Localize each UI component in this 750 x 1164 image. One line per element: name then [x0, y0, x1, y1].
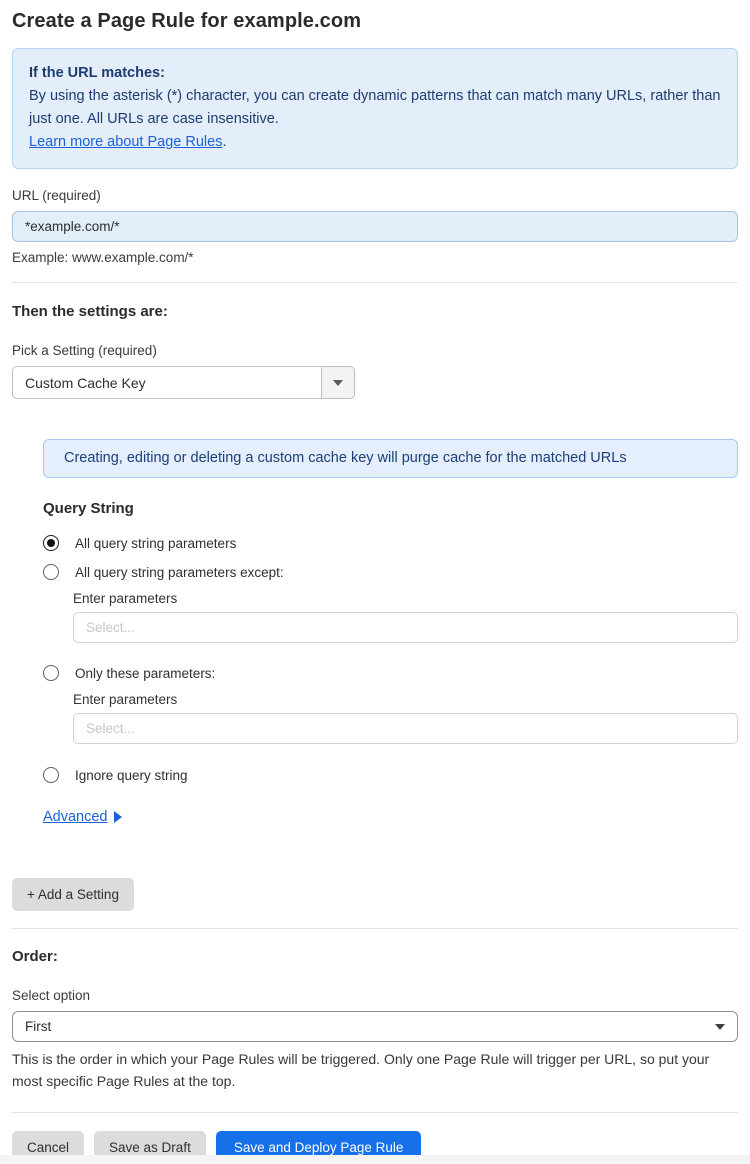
radio-button-icon[interactable]: [43, 564, 59, 580]
pick-setting-select[interactable]: [12, 366, 355, 399]
settings-heading: Then the settings are:: [12, 303, 168, 320]
order-selected-value: First: [25, 1019, 52, 1034]
save-as-draft-button[interactable]: Save as Draft: [94, 1131, 206, 1164]
divider: [12, 928, 738, 929]
page-background-strip: [0, 1155, 750, 1164]
learn-more-link[interactable]: Learn more about Page Rules: [29, 134, 223, 150]
info-box-link-row: [29, 131, 721, 154]
divider: [12, 282, 738, 283]
advanced-toggle[interactable]: [43, 809, 122, 825]
url-field-label: URL (required): [12, 188, 101, 203]
chevron-down-icon: [715, 1024, 725, 1030]
radio-label: Only these parameters:: [75, 665, 216, 681]
save-and-deploy-button[interactable]: Save and Deploy Page Rule: [216, 1131, 422, 1164]
radio-label: All query string parameters: [75, 535, 237, 551]
radio-ignore-query-string[interactable]: [43, 767, 738, 783]
chevron-right-icon: [114, 811, 122, 823]
enter-parameters-label: Enter parameters: [73, 591, 178, 606]
cancel-button[interactable]: Cancel: [12, 1131, 84, 1164]
order-heading: Order:: [12, 948, 58, 965]
except-params-field: [73, 591, 738, 643]
order-helper-text: This is the order in which your Page Rules will be triggered. Only one Page Rule will trigger per URL, so put your most specific Page Rules at the top.: [12, 1051, 710, 1089]
order-select[interactable]: [12, 1011, 738, 1042]
radio-label: All query string parameters except:: [75, 564, 284, 580]
pick-setting-label: Pick a Setting (required): [12, 343, 157, 358]
chevron-down-icon: [333, 380, 343, 386]
pick-setting-dropdown-button[interactable]: [321, 367, 354, 398]
link-suffix: .: [222, 134, 227, 150]
page-title: Create a Page Rule for example.com: [12, 10, 362, 32]
advanced-link[interactable]: Advanced: [43, 809, 108, 825]
query-string-heading: Query String: [43, 500, 134, 517]
radio-all-params-except[interactable]: [43, 564, 738, 580]
purge-cache-notice: Creating, editing or deleting a custom cache key will purge cache for the matched URLs: [43, 439, 738, 478]
info-box-heading: If the URL matches:: [29, 65, 165, 81]
pick-setting-selected-value: Custom Cache Key: [25, 374, 146, 391]
radio-button-icon[interactable]: [43, 665, 59, 681]
url-input[interactable]: [12, 211, 738, 242]
except-parameters-input[interactable]: [73, 612, 738, 643]
cache-key-subsection: [43, 439, 738, 826]
radio-all-query-params[interactable]: [43, 535, 738, 551]
url-example-helper: Example: www.example.com/*: [12, 250, 194, 265]
order-select-label: Select option: [12, 988, 91, 1003]
advanced-row: [43, 783, 738, 826]
divider: [12, 1112, 738, 1113]
radio-only-these-params[interactable]: [43, 665, 738, 681]
radio-button-icon[interactable]: [43, 767, 59, 783]
url-match-info-box: [12, 48, 738, 169]
info-box-body: By using the asterisk (*) character, you can create dynamic patterns that can match many URLs, rather than just one. All URLs are case insensitive.: [29, 88, 721, 127]
radio-label: Ignore query string: [75, 767, 188, 783]
only-params-field: [73, 692, 738, 744]
only-parameters-input[interactable]: [73, 713, 738, 744]
enter-parameters-label: Enter parameters: [73, 692, 178, 707]
radio-button-icon[interactable]: [43, 535, 59, 551]
add-setting-button[interactable]: + Add a Setting: [12, 878, 134, 911]
